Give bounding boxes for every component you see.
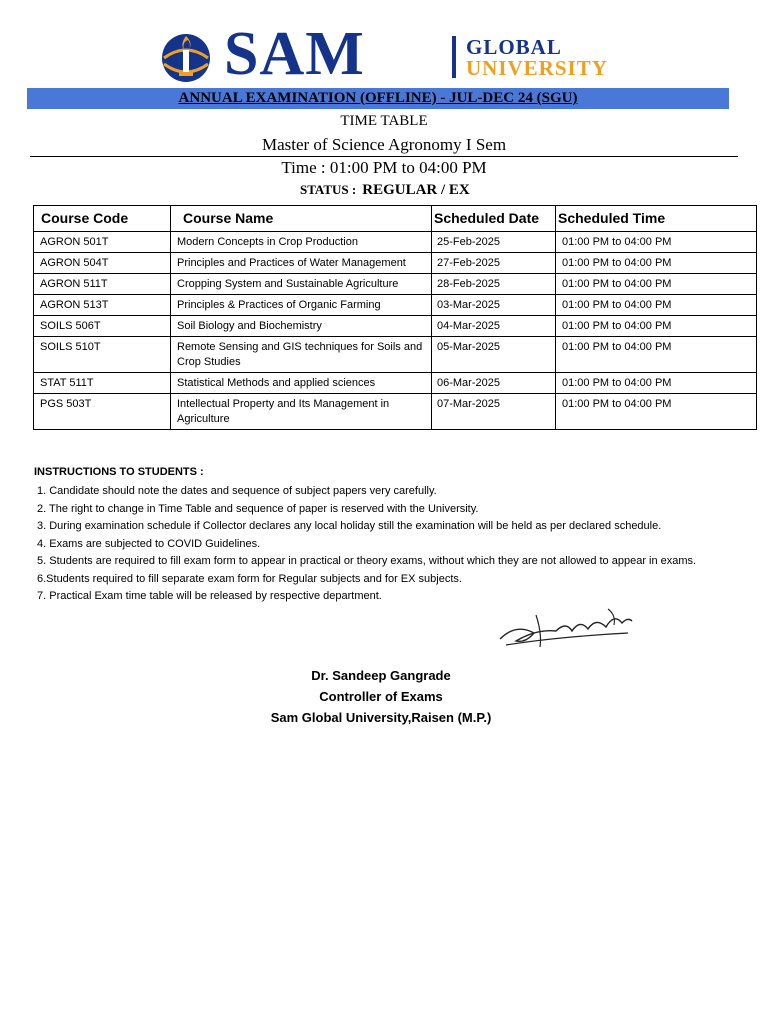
table-row bbox=[34, 253, 757, 274]
timetable-title: TIME TABLE bbox=[340, 113, 428, 129]
signatory-institution: Sam Global University,Raisen (M.P.) bbox=[270, 710, 492, 725]
table-row bbox=[34, 295, 757, 316]
table-row bbox=[34, 394, 757, 430]
course-code-cell: STAT 511T bbox=[34, 373, 171, 394]
course-code-cell: SOILS 506T bbox=[34, 316, 171, 337]
course-name-cell: Principles and Practices of Water Management bbox=[171, 253, 432, 274]
instruction-item: 3. During examination schedule if Collector declares any local holiday still the examination will be held as per declared schedule. bbox=[37, 520, 662, 532]
logo-university-text: UNIVERSITY bbox=[466, 56, 608, 80]
table-row bbox=[34, 373, 757, 394]
column-header-scheduled-time: Scheduled Time bbox=[556, 206, 757, 232]
course-code-cell: SOILS 510T bbox=[34, 337, 171, 373]
course-code-cell: AGRON 513T bbox=[34, 295, 171, 316]
table-header-row bbox=[34, 206, 757, 232]
column-header-course-name: Course Name bbox=[171, 206, 432, 232]
torch-globe-emblem-icon bbox=[152, 28, 220, 84]
table-row bbox=[34, 232, 757, 253]
signatory-name: Dr. Sandeep Gangrade bbox=[311, 668, 451, 683]
course-code-cell: AGRON 511T bbox=[34, 274, 171, 295]
scheduled-time-cell: 01:00 PM to 04:00 PM bbox=[556, 253, 757, 274]
table-row bbox=[34, 316, 757, 337]
instruction-item: 6.Students required to fill separate exam form for Regular subjects and for EX subjects. bbox=[37, 572, 462, 585]
scheduled-date-cell: 25-Feb-2025 bbox=[432, 232, 556, 253]
course-name-cell: Principles & Practices of Organic Farming bbox=[171, 295, 432, 316]
program-name: Master of Science Agronomy I Sem bbox=[261, 135, 507, 154]
exam-banner bbox=[27, 88, 729, 109]
scheduled-time-cell: 01:00 PM to 04:00 PM bbox=[556, 232, 757, 253]
status-label: STATUS : bbox=[300, 182, 357, 197]
course-name-cell: Intellectual Property and Its Management in Agriculture bbox=[171, 394, 432, 430]
table-row bbox=[34, 337, 757, 373]
handwritten-signature bbox=[496, 603, 636, 653]
scheduled-date-cell: 04-Mar-2025 bbox=[432, 316, 556, 337]
instruction-item: 5. Students are required to fill exam form to appear in practical or theory exams, without which they are not allowed to appear in exams. bbox=[37, 555, 697, 567]
exam-banner-text: ANNUAL EXAMINATION (OFFLINE) - JUL-DEC 24 (SGU) bbox=[178, 90, 578, 106]
signatory-designation: Controller of Exams bbox=[319, 689, 443, 704]
course-code-cell: AGRON 504T bbox=[34, 253, 171, 274]
logo-global-text: GLOBAL bbox=[466, 35, 562, 59]
instruction-item: 7. Practical Exam time table will be released by respective department. bbox=[37, 590, 382, 602]
scheduled-date-cell: 28-Feb-2025 bbox=[432, 274, 556, 295]
scheduled-time-cell: 01:00 PM to 04:00 PM bbox=[556, 337, 757, 373]
instruction-item: 1. Candidate should note the dates and sequence of subject papers very carefully. bbox=[37, 485, 437, 497]
scheduled-date-cell: 03-Mar-2025 bbox=[432, 295, 556, 316]
scheduled-time-cell: 01:00 PM to 04:00 PM bbox=[556, 274, 757, 295]
scheduled-date-cell: 07-Mar-2025 bbox=[432, 394, 556, 430]
header-divider bbox=[30, 156, 738, 157]
scheduled-time-cell: 01:00 PM to 04:00 PM bbox=[556, 316, 757, 337]
exam-time: Time : 01:00 PM to 04:00 PM bbox=[281, 158, 487, 177]
column-header-scheduled-date: Scheduled Date bbox=[432, 206, 556, 232]
course-name-cell: Cropping System and Sustainable Agriculture bbox=[171, 274, 432, 295]
course-name-cell: Remote Sensing and GIS techniques for Soils and Crop Studies bbox=[171, 337, 432, 373]
instructions-heading: INSTRUCTIONS TO STUDENTS : bbox=[34, 466, 204, 478]
logo-sam-text: SAM bbox=[224, 20, 365, 88]
status-line bbox=[300, 182, 470, 199]
scheduled-time-cell: 01:00 PM to 04:00 PM bbox=[556, 295, 757, 316]
column-header-course-code: Course Code bbox=[34, 206, 171, 232]
scheduled-time-cell: 01:00 PM to 04:00 PM bbox=[556, 394, 757, 430]
course-name-cell: Statistical Methods and applied sciences bbox=[171, 373, 432, 394]
table-row bbox=[34, 274, 757, 295]
instruction-item: 4. Exams are subjected to COVID Guidelines. bbox=[37, 537, 261, 550]
status-value: REGULAR / EX bbox=[362, 182, 470, 198]
scheduled-date-cell: 06-Mar-2025 bbox=[432, 373, 556, 394]
scheduled-date-cell: 27-Feb-2025 bbox=[432, 253, 556, 274]
university-logo bbox=[150, 20, 630, 88]
course-code-cell: PGS 503T bbox=[34, 394, 171, 430]
scheduled-date-cell: 05-Mar-2025 bbox=[432, 337, 556, 373]
course-name-cell: Soil Biology and Biochemistry bbox=[171, 316, 432, 337]
logo-divider bbox=[452, 36, 456, 78]
scheduled-time-cell: 01:00 PM to 04:00 PM bbox=[556, 373, 757, 394]
course-name-cell: Modern Concepts in Crop Production bbox=[171, 232, 432, 253]
instructions-list bbox=[37, 484, 696, 607]
instruction-item: 2. The right to change in Time Table and sequence of paper is reserved with the University. bbox=[37, 502, 479, 515]
course-code-cell: AGRON 501T bbox=[34, 232, 171, 253]
schedule-table bbox=[33, 205, 757, 430]
